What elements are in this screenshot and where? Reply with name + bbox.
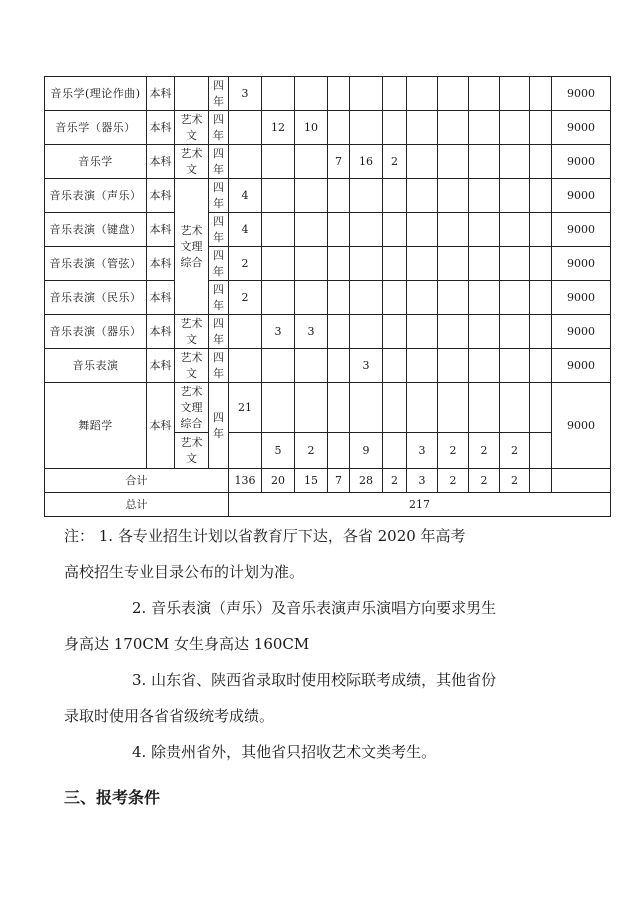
major-name: 音乐表演（管弦）: [45, 247, 147, 281]
major-name: 舞蹈学: [45, 383, 147, 469]
count-cell: [328, 111, 350, 145]
count-cell: 2: [295, 433, 328, 469]
count-cell: 9: [350, 433, 383, 469]
count-cell: [295, 77, 328, 111]
subject-category: 艺术文: [175, 145, 209, 179]
degree-level: 本科: [147, 179, 175, 213]
count-cell: [262, 77, 295, 111]
count-cell: [407, 281, 438, 315]
count-cell: [229, 349, 262, 383]
subtotal-row: [45, 469, 611, 493]
count-cell: [500, 145, 530, 179]
major-name: 音乐表演: [45, 349, 147, 383]
degree-level: 本科: [147, 349, 175, 383]
count-cell: [500, 179, 530, 213]
tuition-fee: 9000: [552, 179, 611, 213]
count-cell: [438, 213, 469, 247]
count-cell: 136: [229, 469, 262, 493]
count-cell: 3: [407, 433, 438, 469]
count-cell: [262, 281, 295, 315]
major-name: 音乐学(理论作曲): [45, 77, 147, 111]
count-cell: [350, 383, 383, 433]
duration: 四年: [209, 281, 229, 315]
major-name: 音乐表演（声乐）: [45, 179, 147, 213]
degree-level: 本科: [147, 383, 175, 469]
count-cell: [383, 77, 407, 111]
tuition-fee: 9000: [552, 111, 611, 145]
count-cell: [262, 179, 295, 213]
count-cell: 4: [229, 179, 262, 213]
count-cell: [530, 383, 552, 433]
count-cell: 2: [229, 247, 262, 281]
count-cell: [407, 383, 438, 433]
count-cell: [407, 315, 438, 349]
note-2-line-2: 身高达 170CM 女生身高达 160CM: [64, 635, 310, 653]
count-cell: 10: [295, 111, 328, 145]
count-cell: [383, 247, 407, 281]
count-cell: [262, 145, 295, 179]
count-cell: [350, 111, 383, 145]
duration: 四年: [209, 111, 229, 145]
subtotal-label: 合计: [45, 469, 229, 493]
count-cell: 2: [438, 469, 469, 493]
tuition-fee: 9000: [552, 77, 611, 111]
count-cell: [438, 247, 469, 281]
subject-category: 艺术文理综合: [175, 383, 209, 433]
count-cell: [262, 349, 295, 383]
count-cell: [469, 383, 500, 433]
count-cell: [530, 77, 552, 111]
count-cell: 2: [500, 469, 530, 493]
major-name: 音乐表演（键盘）: [45, 213, 147, 247]
count-cell: [469, 179, 500, 213]
count-cell: [328, 77, 350, 111]
count-cell: 21: [229, 383, 262, 433]
count-cell: [328, 349, 350, 383]
count-cell: [530, 315, 552, 349]
count-cell: [295, 349, 328, 383]
count-cell: [530, 145, 552, 179]
count-cell: [500, 281, 530, 315]
count-cell: [328, 315, 350, 349]
count-cell: 3: [350, 349, 383, 383]
count-cell: [328, 383, 350, 433]
count-cell: [500, 315, 530, 349]
count-cell: [530, 179, 552, 213]
tuition-fee: 9000: [552, 247, 611, 281]
table-body: [45, 77, 611, 517]
count-cell: [469, 213, 500, 247]
count-cell: [438, 315, 469, 349]
count-cell: [350, 247, 383, 281]
table-row: [45, 247, 611, 281]
count-cell: [438, 281, 469, 315]
count-cell: [500, 111, 530, 145]
count-cell: [383, 111, 407, 145]
note-4: 4. 除贵州省外，其他省只招收艺术文类考生。: [132, 743, 437, 761]
count-cell: 7: [328, 145, 350, 179]
subtotal-fee-cell: [552, 469, 611, 493]
duration: 四年: [209, 247, 229, 281]
count-cell: 2: [438, 433, 469, 469]
note-2-line-1: 2. 音乐表演（声乐）及音乐表演声乐演唱方向要求男生: [132, 599, 497, 617]
duration: 四年: [209, 77, 229, 111]
note-1-line-2: 高校招生专业目录公布的计划为准。: [64, 563, 305, 581]
count-cell: [328, 281, 350, 315]
tuition-fee: 9000: [552, 281, 611, 315]
count-cell: [383, 315, 407, 349]
total-value: 217: [229, 493, 611, 517]
count-cell: [530, 213, 552, 247]
count-cell: [328, 213, 350, 247]
count-cell: 3: [229, 77, 262, 111]
count-cell: [328, 179, 350, 213]
count-cell: [407, 179, 438, 213]
major-name: 音乐学: [45, 145, 147, 179]
count-cell: [500, 383, 530, 433]
count-cell: 4: [229, 213, 262, 247]
count-cell: 2: [383, 469, 407, 493]
section-heading: 三、报考条件: [64, 788, 161, 807]
count-cell: [383, 349, 407, 383]
note-1-line-1: 注： 1. 各专业招生计划以省教育厅下达，各省 2020 年高考: [64, 527, 466, 545]
major-name: 音乐表演（器乐）: [45, 315, 147, 349]
count-cell: 3: [295, 315, 328, 349]
count-cell: 12: [262, 111, 295, 145]
count-cell: [350, 77, 383, 111]
degree-level: 本科: [147, 281, 175, 315]
note-3-line-2: 录取时使用各省省级统考成绩。: [64, 707, 275, 725]
count-cell: [383, 179, 407, 213]
count-cell: [469, 315, 500, 349]
tuition-fee: 9000: [552, 349, 611, 383]
degree-level: 本科: [147, 247, 175, 281]
tuition-fee: 9000: [552, 145, 611, 179]
count-cell: [500, 77, 530, 111]
count-cell: [383, 281, 407, 315]
count-cell: 2: [229, 281, 262, 315]
table-row: [45, 281, 611, 315]
subject-category: 艺术文理综合: [175, 179, 209, 315]
count-cell: [530, 247, 552, 281]
count-cell: [328, 247, 350, 281]
count-cell: [438, 111, 469, 145]
count-cell: [295, 383, 328, 433]
table-row: [45, 349, 611, 383]
tuition-fee: 9000: [552, 383, 611, 469]
count-cell: [438, 179, 469, 213]
count-cell: [383, 383, 407, 433]
degree-level: 本科: [147, 315, 175, 349]
count-cell: [469, 247, 500, 281]
count-cell: [469, 77, 500, 111]
count-cell: [383, 433, 407, 469]
count-cell: [530, 111, 552, 145]
count-cell: [530, 281, 552, 315]
count-cell: [262, 247, 295, 281]
count-cell: [407, 145, 438, 179]
duration: 四年: [209, 213, 229, 247]
count-cell: [530, 469, 552, 493]
count-cell: [350, 315, 383, 349]
count-cell: [407, 111, 438, 145]
count-cell: [500, 247, 530, 281]
count-cell: [438, 383, 469, 433]
count-cell: [295, 145, 328, 179]
count-cell: [407, 213, 438, 247]
major-name: 音乐学（器乐）: [45, 111, 147, 145]
count-cell: [350, 179, 383, 213]
count-cell: [229, 145, 262, 179]
count-cell: [438, 349, 469, 383]
count-cell: 3: [407, 469, 438, 493]
table-row: [45, 111, 611, 145]
subject-category: 艺术文: [175, 111, 209, 145]
count-cell: [262, 383, 295, 433]
count-cell: [530, 433, 552, 469]
subject-category: 艺术文: [175, 315, 209, 349]
count-cell: [500, 213, 530, 247]
duration: 四年: [209, 145, 229, 179]
duration: 四年: [209, 179, 229, 213]
count-cell: [469, 281, 500, 315]
count-cell: 2: [469, 433, 500, 469]
subject-category: 艺术文: [175, 433, 209, 469]
count-cell: [438, 77, 469, 111]
count-cell: [262, 213, 295, 247]
table-row: [45, 315, 611, 349]
degree-level: 本科: [147, 145, 175, 179]
total-label: 总计: [45, 493, 229, 517]
table-row: [45, 383, 611, 433]
count-cell: [383, 213, 407, 247]
count-cell: 16: [350, 145, 383, 179]
note-3-line-1: 3. 山东省、陕西省录取时使用校际联考成绩，其他省份: [132, 671, 497, 689]
count-cell: [469, 349, 500, 383]
count-cell: 2: [383, 145, 407, 179]
count-cell: [328, 433, 350, 469]
count-cell: [229, 111, 262, 145]
subject-category: 艺术文: [175, 349, 209, 383]
count-cell: [530, 349, 552, 383]
count-cell: [500, 349, 530, 383]
duration: 四年: [209, 349, 229, 383]
duration: 四年: [209, 383, 229, 469]
count-cell: [229, 433, 262, 469]
count-cell: 3: [262, 315, 295, 349]
count-cell: [295, 213, 328, 247]
major-name: 音乐表演（民乐）: [45, 281, 147, 315]
count-cell: [407, 349, 438, 383]
count-cell: [229, 315, 262, 349]
degree-level: 本科: [147, 111, 175, 145]
enrollment-table: [44, 76, 611, 517]
count-cell: 2: [500, 433, 530, 469]
count-cell: 7: [328, 469, 350, 493]
count-cell: [407, 77, 438, 111]
tuition-fee: 9000: [552, 213, 611, 247]
notes: [64, 518, 584, 770]
total-row: [45, 493, 611, 517]
duration: 四年: [209, 315, 229, 349]
count-cell: 15: [295, 469, 328, 493]
count-cell: 2: [469, 469, 500, 493]
table-row: [45, 213, 611, 247]
count-cell: [438, 145, 469, 179]
table-row: [45, 179, 611, 213]
subject-category: [175, 77, 209, 111]
count-cell: [295, 281, 328, 315]
count-cell: [350, 213, 383, 247]
count-cell: [295, 247, 328, 281]
count-cell: [469, 111, 500, 145]
count-cell: [469, 145, 500, 179]
degree-level: 本科: [147, 77, 175, 111]
count-cell: [407, 247, 438, 281]
count-cell: 5: [262, 433, 295, 469]
count-cell: 28: [350, 469, 383, 493]
table-row: [45, 77, 611, 111]
count-cell: [295, 179, 328, 213]
degree-level: 本科: [147, 213, 175, 247]
count-cell: [350, 281, 383, 315]
tuition-fee: 9000: [552, 315, 611, 349]
table-row: [45, 145, 611, 179]
count-cell: 20: [262, 469, 295, 493]
